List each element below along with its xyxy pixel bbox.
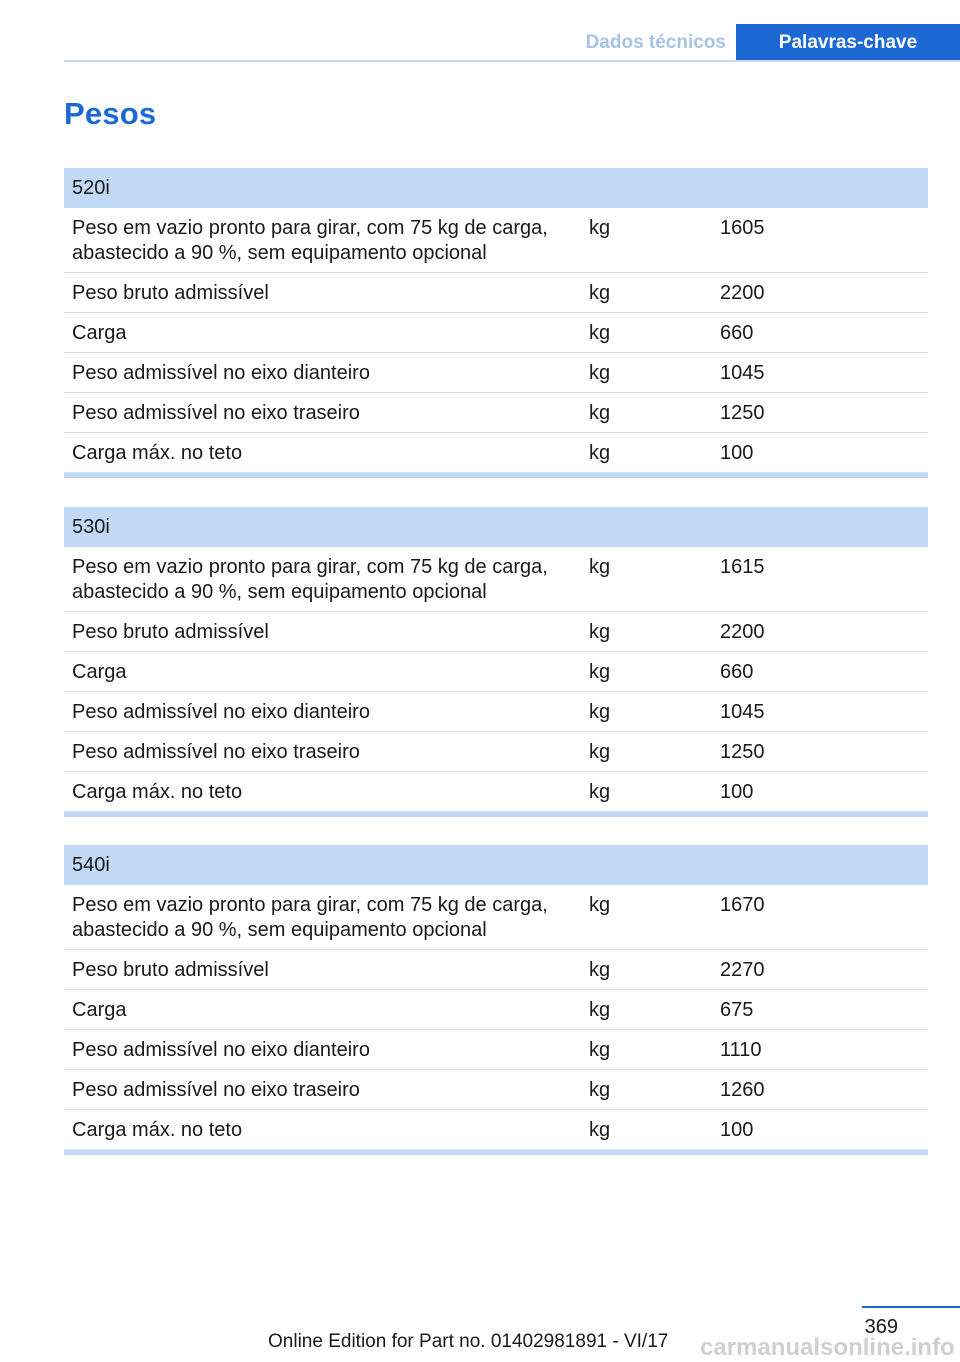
table-row [64, 1070, 928, 1110]
row-unit: kg [589, 217, 611, 239]
table-row [64, 652, 928, 692]
row-unit: kg [589, 402, 611, 424]
edition-note: Online Edition for Part no. 01402981891 - VI/17 [268, 1331, 669, 1352]
weights-table-520i [64, 168, 928, 478]
table-row [64, 208, 928, 273]
row-value: 675 [720, 999, 754, 1021]
row-value: 1045 [720, 362, 765, 384]
table-row [64, 313, 928, 353]
row-unit: kg [589, 701, 611, 723]
page-header [64, 24, 960, 62]
row-value: 1605 [720, 217, 765, 239]
row-description: Peso admissível no eixo traseiro [72, 741, 360, 763]
weights-table-530i [64, 507, 928, 817]
row-description: Peso bruto admissível [72, 621, 269, 643]
row-unit: kg [589, 959, 611, 981]
row-description: Peso admissível no eixo traseiro [72, 402, 360, 424]
row-description: Carga [72, 661, 127, 683]
table-row [64, 950, 928, 990]
table-row [64, 772, 928, 812]
page-title: Pesos [64, 96, 157, 131]
row-value: 1260 [720, 1079, 765, 1101]
row-value: 2270 [720, 959, 765, 981]
row-unit: kg [589, 781, 611, 803]
row-description: Peso admissível no eixo traseiro [72, 1079, 360, 1101]
table-row [64, 990, 928, 1030]
row-unit: kg [589, 894, 611, 916]
row-value: 2200 [720, 282, 765, 304]
row-value: 100 [720, 442, 754, 464]
row-description: Carga máx. no teto [72, 442, 243, 464]
row-value: 1250 [720, 741, 765, 763]
table-row [64, 692, 928, 732]
table-row [64, 885, 928, 950]
row-description: Peso admissível no eixo dianteiro [72, 701, 370, 723]
row-description: Carga [72, 999, 127, 1021]
table-row [64, 547, 928, 612]
row-description: Carga [72, 322, 127, 344]
table-footer-bar [64, 1150, 928, 1155]
row-unit: kg [589, 442, 611, 464]
row-description: Peso em vazio pronto para girar, com 75 kg de carga, abastecido a 90 %, sem equipamento opcional [72, 556, 548, 603]
row-value: 2200 [720, 621, 765, 643]
row-unit: kg [589, 661, 611, 683]
weights-table-540i [64, 845, 928, 1155]
row-unit: kg [589, 322, 611, 344]
table-row [64, 612, 928, 652]
table-row [64, 393, 928, 433]
row-value: 1110 [720, 1039, 762, 1061]
row-value: 100 [720, 1119, 754, 1141]
row-description: Peso admissível no eixo dianteiro [72, 1039, 370, 1061]
row-description: Peso em vazio pronto para girar, com 75 kg de carga, abastecido a 90 %, sem equipamento opcional [72, 217, 548, 264]
header-rule [64, 60, 960, 62]
row-unit: kg [589, 741, 611, 763]
row-description: Peso bruto admissível [72, 282, 269, 304]
table-header: 520i [64, 168, 928, 208]
table-footer-bar [64, 812, 928, 817]
row-unit: kg [589, 999, 611, 1021]
row-value: 100 [720, 781, 754, 803]
row-description: Carga máx. no teto [72, 1119, 243, 1141]
table-footer-bar [64, 473, 928, 478]
row-description: Peso em vazio pronto para girar, com 75 kg de carga, abastecido a 90 %, sem equipamento opcional [72, 894, 548, 941]
table-row [64, 1110, 928, 1150]
table-header: 540i [64, 845, 928, 885]
row-value: 660 [720, 661, 754, 683]
row-value: 1045 [720, 701, 765, 723]
watermark: carmanualsonline.info [700, 1334, 955, 1361]
row-value: 660 [720, 322, 754, 344]
table-row [64, 732, 928, 772]
row-unit: kg [589, 1079, 611, 1101]
row-description: Peso admissível no eixo dianteiro [72, 362, 370, 384]
row-value: 1615 [720, 556, 765, 578]
row-description: Peso bruto admissível [72, 959, 269, 981]
table-header: 530i [64, 507, 928, 547]
row-unit: kg [589, 1039, 611, 1061]
table-row [64, 273, 928, 313]
table-row [64, 433, 928, 473]
row-unit: kg [589, 556, 611, 578]
tab-palavras-chave[interactable]: Palavras-chave [736, 24, 960, 62]
footer-rule [862, 1306, 960, 1308]
row-unit: kg [589, 282, 611, 304]
row-value: 1250 [720, 402, 765, 424]
row-value: 1670 [720, 894, 765, 916]
row-description: Carga máx. no teto [72, 781, 243, 803]
row-unit: kg [589, 1119, 611, 1141]
row-unit: kg [589, 621, 611, 643]
page-number: 369 [864, 1316, 898, 1338]
table-row [64, 1030, 928, 1070]
tab-dados-tecnicos[interactable]: Dados técnicos [585, 32, 726, 53]
table-row [64, 353, 928, 393]
row-unit: kg [589, 362, 611, 384]
